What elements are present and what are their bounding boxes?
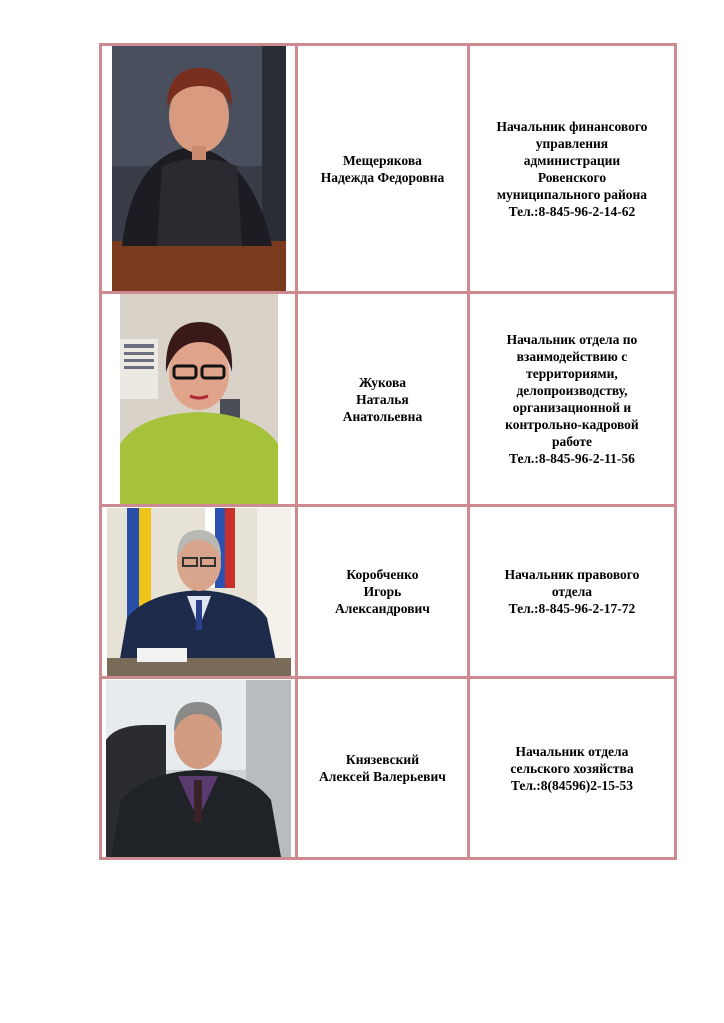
portrait-photo	[120, 294, 278, 504]
photo-cell	[101, 506, 297, 678]
name-cell	[297, 678, 469, 859]
person-name: Жукова Наталья Анатольевна	[342, 374, 423, 424]
person-position: Начальник правового отдела Тел.:8-845-96-2-17-72	[504, 567, 640, 616]
person-position: Начальник отдела по взаимодействию с территориями, делопроизводству, организационной и контрольно-кадровой работе Тел.:8-845-96-2-11-56	[505, 332, 639, 466]
photo-cell	[101, 45, 297, 293]
position-cell	[468, 506, 675, 678]
position-cell	[468, 293, 675, 506]
person-name: Князевский Алексей Валерьевич	[319, 752, 446, 784]
portrait-photo	[112, 46, 286, 291]
table-row	[101, 678, 676, 859]
staff-table	[99, 43, 677, 860]
name-cell	[297, 45, 469, 293]
name-cell	[297, 293, 469, 506]
person-position: Начальник финансового управления администрации Ровенского муниципального района Тел.:8-845-96-2-14-62	[496, 118, 648, 219]
person-name: Мещерякова Надежда Федоровна	[320, 152, 445, 185]
photo-cell	[101, 678, 297, 859]
name-cell	[297, 506, 469, 678]
portrait-photo	[106, 680, 291, 857]
table-row	[101, 506, 676, 678]
table-row	[101, 293, 676, 506]
table-row	[101, 45, 676, 293]
person-position: Начальник отдела сельского хозяйства Тел.:8(84596)2-15-53	[510, 743, 634, 793]
photo-cell	[101, 293, 297, 506]
person-name: Коробченко Игорь Александрович	[335, 567, 430, 616]
portrait-photo	[107, 508, 291, 676]
position-cell	[468, 45, 675, 293]
position-cell	[468, 678, 675, 859]
